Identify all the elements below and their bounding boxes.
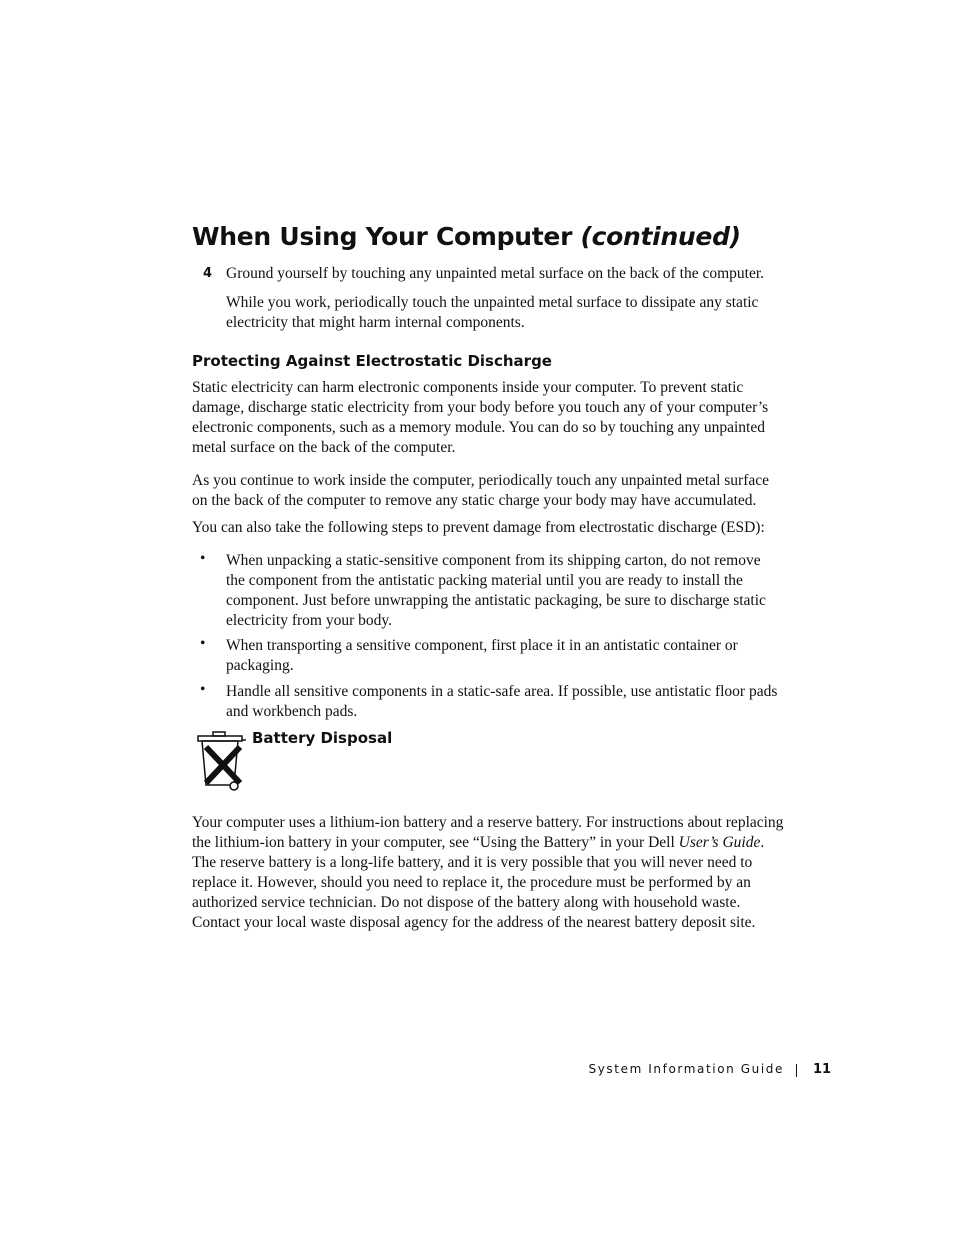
bullet-item-1 [226, 551, 806, 631]
esd-heading: Protecting Against Electrostatic Discharge [192, 352, 552, 370]
text-line: The reserve battery is a long-life battery, and it is very possible that you will never need to [192, 854, 753, 871]
page-title-main: When Using Your Computer [192, 222, 573, 251]
bullet-item-2 [226, 636, 806, 676]
text-segment: . [760, 834, 765, 851]
text-line: Your computer uses a lithium-ion battery and a reserve battery. For instructions about replacing [192, 814, 784, 831]
page-number: 11 [813, 1062, 832, 1077]
step-number: 4 [203, 266, 213, 281]
text-line: While you work, periodically touch the unpainted metal surface to dissipate any static [226, 294, 759, 311]
text-line: on the back of the computer to remove any static charge your body may have accumulated. [192, 492, 757, 509]
text-line: As you continue to work inside the computer, periodically touch any unpainted metal surface [192, 472, 770, 489]
crossed-out-wheeled-bin-icon [196, 731, 248, 793]
text-line: electronic components, such as a memory module. You can do so by touching any unpainted [192, 419, 765, 436]
text-line: and workbench pads. [226, 703, 358, 720]
bullet-marker: • [200, 635, 206, 652]
text-line: damage, discharge static electricity from your body before you touch any of your computer’s [192, 399, 769, 416]
page-title [192, 222, 741, 251]
step-4-followup [226, 293, 806, 333]
bullet-marker: • [200, 681, 206, 698]
page-title-continued: (continued) [580, 222, 741, 251]
text-line: Static electricity can harm electronic components inside your computer. To prevent static [192, 379, 744, 396]
esd-paragraph-1 [192, 378, 806, 458]
text-line: the component from the antistatic packing material until you are ready to install the [226, 572, 743, 589]
page-footer [0, 1062, 954, 1082]
text-line: metal surface on the back of the computer. [192, 439, 456, 456]
footer-separator [796, 1064, 797, 1077]
text-line: replace it. However, should you need to replace it, the procedure must be performed by an [192, 874, 751, 891]
bullet-item-3 [226, 682, 806, 722]
users-guide-title: User’s Guide [678, 834, 761, 851]
text-line: component. Just before unwrapping the antistatic packaging, be sure to discharge static [226, 592, 766, 609]
text-line: packaging. [226, 657, 294, 674]
footer-guide-title: System Information Guide [588, 1062, 784, 1076]
text-line [192, 833, 812, 853]
step-4-text: Ground yourself by touching any unpainted metal surface on the back of the computer. [226, 265, 765, 282]
text-line: Contact your local waste disposal agency for the address of the nearest battery deposit site. [192, 914, 756, 931]
bullet-marker: • [200, 550, 206, 567]
battery-heading: Battery Disposal [252, 729, 393, 747]
text-segment: the lithium-ion battery in your computer, see “Using the Battery” in your Dell [192, 834, 679, 851]
text-line: electricity that might harm internal components. [226, 314, 525, 331]
esd-paragraph-3: You can also take the following steps to prevent damage from electrostatic discharge (ESD): [192, 519, 765, 536]
text-line: When transporting a sensitive component, first place it in an antistatic container or [226, 637, 738, 654]
text-line: When unpacking a static-sensitive component from its shipping carton, do not remove [226, 552, 761, 569]
esd-paragraph-2 [192, 471, 806, 511]
battery-paragraph [192, 813, 812, 933]
text-line: Handle all sensitive components in a static-safe area. If possible, use antistatic floor pads [226, 683, 778, 700]
text-line: authorized service technician. Do not dispose of the battery along with household waste. [192, 894, 741, 911]
text-line: electricity from your body. [226, 612, 392, 629]
